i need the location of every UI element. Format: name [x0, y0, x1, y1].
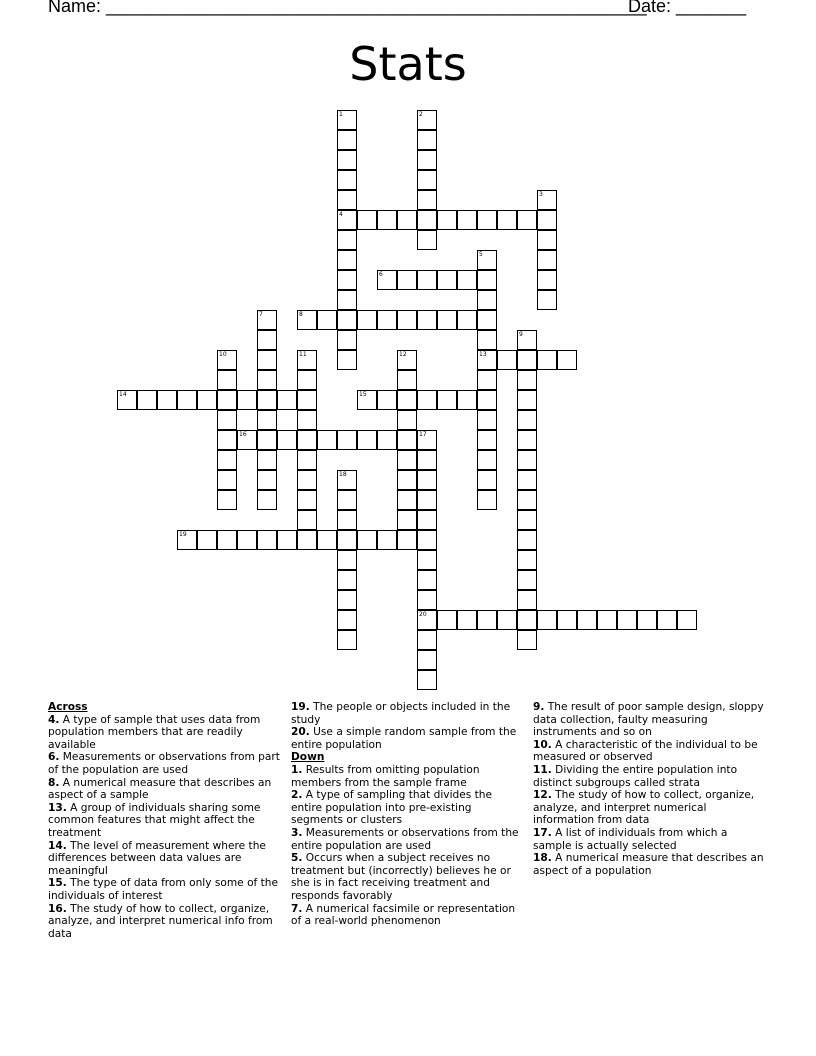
crossword-cell[interactable]	[417, 570, 437, 590]
cell-number: 7	[259, 311, 263, 318]
crossword-cell[interactable]	[477, 470, 497, 490]
clue-down-1	[291, 764, 525, 789]
crossword-cell[interactable]	[257, 410, 277, 430]
clue-column-3	[533, 701, 767, 877]
crossword-cell[interactable]	[397, 530, 417, 550]
crossword-cell[interactable]	[537, 210, 557, 230]
cell-number: 10	[219, 351, 227, 358]
crossword-cell[interactable]	[517, 350, 537, 370]
cell-number: 18	[339, 471, 347, 478]
crossword-cell[interactable]	[417, 650, 437, 670]
crossword-cell[interactable]	[517, 430, 537, 450]
clue-down-12	[533, 789, 767, 827]
crossword-cell[interactable]	[437, 610, 457, 630]
crossword-cell[interactable]	[537, 230, 557, 250]
crossword-cell[interactable]	[337, 330, 357, 350]
cell-number: 14	[119, 391, 127, 398]
clue-number: 16.	[48, 902, 67, 915]
clue-number: 2.	[291, 789, 303, 802]
crossword-cell[interactable]	[337, 150, 357, 170]
crossword-cell[interactable]	[217, 410, 237, 430]
crossword-cell[interactable]	[217, 430, 237, 450]
crossword-cell[interactable]	[517, 590, 537, 610]
clue-text: The result of poor sample design, sloppy data collection, faulty measuring instruments and so on	[533, 701, 764, 739]
clue-down-11	[533, 764, 767, 789]
crossword-cell[interactable]	[217, 390, 237, 410]
crossword-cell[interactable]	[477, 610, 497, 630]
clue-column-2	[291, 701, 525, 928]
crossword-cell[interactable]	[257, 330, 277, 350]
crossword-cell[interactable]	[417, 590, 437, 610]
crossword-cell[interactable]	[417, 110, 437, 130]
clue-across-14	[48, 840, 282, 878]
clue-text: A type of sample that uses data from population members that are readily available	[48, 713, 261, 751]
crossword-cell[interactable]	[337, 110, 357, 130]
crossword-cell[interactable]	[217, 350, 237, 370]
clue-text: Dividing the entire population into distinct subgroups called strata	[533, 763, 738, 789]
clue-text: A type of sampling that divides the entire population into pre-existing segments or clusters	[291, 789, 493, 827]
crossword-cell[interactable]	[337, 610, 357, 630]
crossword-cell[interactable]	[417, 430, 437, 450]
crossword-cell[interactable]	[357, 430, 377, 450]
crossword-cell[interactable]	[517, 510, 537, 530]
clue-down-18	[533, 852, 767, 877]
crossword-cell[interactable]	[477, 330, 497, 350]
cell-number: 16	[239, 431, 247, 438]
crossword-cell[interactable]	[417, 190, 437, 210]
crossword-cell[interactable]	[297, 470, 317, 490]
crossword-cell[interactable]	[257, 370, 277, 390]
crossword-cell[interactable]	[437, 270, 457, 290]
cell-number: 12	[399, 351, 407, 358]
clue-text: A numerical measure that describes an aspect of a sample	[48, 776, 272, 802]
crossword-cell[interactable]	[457, 270, 477, 290]
crossword-cell[interactable]	[417, 150, 437, 170]
crossword-cell[interactable]	[517, 490, 537, 510]
crossword-cell[interactable]	[217, 470, 237, 490]
crossword-cell[interactable]	[337, 290, 357, 310]
clue-number: 10.	[533, 738, 552, 751]
clue-text: A characteristic of the individual to be measured or observed	[533, 738, 758, 764]
crossword-cell[interactable]	[397, 310, 417, 330]
crossword-cell[interactable]	[537, 290, 557, 310]
clue-number: 12.	[533, 789, 552, 802]
clue-number: 20.	[291, 726, 310, 739]
clue-number: 1.	[291, 763, 303, 776]
crossword-cell[interactable]	[517, 370, 537, 390]
cell-number: 5	[479, 251, 483, 258]
crossword-cell[interactable]	[417, 610, 437, 630]
cell-number: 13	[479, 351, 487, 358]
crossword-cell[interactable]	[397, 470, 417, 490]
clue-number: 17.	[533, 826, 552, 839]
crossword-cell[interactable]	[537, 610, 557, 630]
crossword-cell[interactable]	[417, 490, 437, 510]
crossword-cell[interactable]	[437, 210, 457, 230]
crossword-cell[interactable]	[337, 630, 357, 650]
crossword-cell[interactable]	[417, 270, 437, 290]
crossword-cell[interactable]	[517, 530, 537, 550]
clue-down-17	[533, 827, 767, 852]
crossword-cell[interactable]	[397, 450, 417, 470]
crossword-cell[interactable]	[477, 390, 497, 410]
clue-text: Measurements or observations from the entire population are used	[291, 826, 519, 852]
clue-number: 7.	[291, 902, 303, 915]
crossword-cell[interactable]	[417, 230, 437, 250]
clue-number: 5.	[291, 852, 303, 865]
crossword-cell[interactable]	[357, 310, 377, 330]
crossword-cell[interactable]	[257, 470, 277, 490]
crossword-cell[interactable]	[337, 570, 357, 590]
date-field[interactable]: Date: _______	[628, 0, 747, 16]
crossword-cell[interactable]	[417, 450, 437, 470]
cell-number: 8	[299, 311, 303, 318]
crossword-cell[interactable]	[137, 390, 157, 410]
crossword-cell[interactable]	[397, 370, 417, 390]
clue-text: The type of data from only some of the individuals of interest	[48, 877, 279, 902]
crossword-cell[interactable]	[337, 230, 357, 250]
crossword-cell[interactable]	[297, 410, 317, 430]
crossword-cell[interactable]	[517, 630, 537, 650]
crossword-cell[interactable]	[537, 350, 557, 370]
crossword-cell[interactable]	[257, 390, 277, 410]
clue-across-15	[48, 877, 282, 902]
crossword-cell[interactable]	[417, 670, 437, 690]
crossword-cell[interactable]	[517, 410, 537, 430]
crossword-cell[interactable]	[297, 310, 317, 330]
crossword-cell[interactable]	[337, 590, 357, 610]
crossword-cell[interactable]	[337, 490, 357, 510]
crossword-cell[interactable]	[337, 250, 357, 270]
crossword-cell[interactable]	[337, 170, 357, 190]
page-title: Stats	[349, 37, 467, 91]
crossword-cell[interactable]	[377, 390, 397, 410]
crossword-cell[interactable]	[537, 250, 557, 270]
crossword-cell[interactable]	[557, 610, 577, 630]
crossword-cell[interactable]	[417, 550, 437, 570]
crossword-cell[interactable]	[197, 390, 217, 410]
crossword-cell[interactable]	[477, 490, 497, 510]
crossword-cell[interactable]	[337, 310, 357, 330]
crossword-cell[interactable]	[477, 370, 497, 390]
clue-text: Measurements or observations from part of the population are used	[48, 751, 280, 776]
crossword-cell[interactable]	[257, 350, 277, 370]
crossword-cell[interactable]	[357, 390, 377, 410]
crossword-cell[interactable]	[257, 450, 277, 470]
crossword-cell[interactable]	[237, 430, 257, 450]
clue-text: The level of measurement where the differences between data values are meaningful	[48, 839, 266, 877]
crossword-cell[interactable]	[377, 270, 397, 290]
crossword-cell[interactable]	[217, 490, 237, 510]
cell-number: 17	[419, 431, 427, 438]
crossword-cell[interactable]	[477, 350, 497, 370]
clue-number: 6.	[48, 751, 60, 764]
crossword-cell[interactable]	[577, 610, 597, 630]
crossword-cell[interactable]	[597, 610, 617, 630]
crossword-cell[interactable]	[337, 270, 357, 290]
clue-text: The study of how to collect, organize, analyze, and interpret numerical info from data	[48, 902, 273, 940]
crossword-cell[interactable]	[317, 430, 337, 450]
clue-number: 13.	[48, 801, 67, 814]
clue-down-3	[291, 827, 525, 852]
crossword-cell[interactable]	[417, 210, 437, 230]
crossword-cell[interactable]	[337, 350, 357, 370]
crossword-cell[interactable]	[397, 430, 417, 450]
crossword-cell[interactable]	[297, 350, 317, 370]
cell-number: 3	[539, 191, 543, 198]
down-heading: Down	[291, 751, 325, 764]
clue-across-16	[48, 903, 282, 941]
crossword-cell[interactable]	[377, 210, 397, 230]
cell-number: 11	[299, 351, 307, 358]
crossword-cell[interactable]	[297, 510, 317, 530]
crossword-cell[interactable]	[477, 410, 497, 430]
crossword-cell[interactable]	[297, 450, 317, 470]
crossword-cell[interactable]	[297, 430, 317, 450]
clue-down-10	[533, 739, 767, 764]
crossword-cell[interactable]	[477, 450, 497, 470]
crossword-cell[interactable]	[417, 510, 437, 530]
crossword-cell[interactable]	[277, 390, 297, 410]
crossword-cell[interactable]	[457, 610, 477, 630]
crossword-cell[interactable]	[417, 310, 437, 330]
crossword-cell[interactable]	[377, 430, 397, 450]
crossword-cell[interactable]	[157, 390, 177, 410]
crossword-cell[interactable]	[517, 550, 537, 570]
crossword-cell[interactable]	[317, 530, 337, 550]
crossword-cell[interactable]	[337, 430, 357, 450]
crossword-cell[interactable]	[297, 490, 317, 510]
crossword-cell[interactable]	[217, 530, 237, 550]
clue-number: 18.	[533, 852, 552, 865]
crossword-cell[interactable]	[277, 430, 297, 450]
crossword-cell[interactable]	[197, 530, 217, 550]
crossword-cell[interactable]	[437, 310, 457, 330]
crossword-cell[interactable]	[477, 250, 497, 270]
crossword-cell[interactable]	[677, 610, 697, 630]
clue-text: A numerical measure that describes an aspect of a population	[533, 852, 764, 877]
crossword-cell[interactable]	[237, 530, 257, 550]
crossword-cell[interactable]	[517, 610, 537, 630]
crossword-cell[interactable]	[617, 610, 637, 630]
crossword-cell[interactable]	[397, 410, 417, 430]
cell-number: 20	[419, 611, 427, 618]
crossword-cell[interactable]	[337, 210, 357, 230]
clue-across-6	[48, 751, 282, 776]
crossword-cell[interactable]	[357, 210, 377, 230]
crossword-cell[interactable]	[417, 130, 437, 150]
crossword-cell[interactable]	[417, 470, 437, 490]
clue-text: The people or objects included in the study	[291, 701, 511, 726]
crossword-cell[interactable]	[397, 270, 417, 290]
crossword-cell[interactable]	[457, 390, 477, 410]
crossword-cell[interactable]	[457, 310, 477, 330]
crossword-cell[interactable]	[517, 210, 537, 230]
crossword-cell[interactable]	[417, 170, 437, 190]
crossword-cell[interactable]	[117, 390, 137, 410]
crossword-cell[interactable]	[477, 310, 497, 330]
crossword-cell[interactable]	[217, 370, 237, 390]
crossword-cell[interactable]	[457, 210, 477, 230]
clue-number: 4.	[48, 713, 60, 726]
crossword-cell[interactable]	[297, 390, 317, 410]
crossword-cell[interactable]	[537, 270, 557, 290]
cell-number: 15	[359, 391, 367, 398]
crossword-cell[interactable]	[337, 190, 357, 210]
clue-text: Use a simple random sample from the entire population	[291, 726, 517, 751]
clue-number: 9.	[533, 701, 545, 713]
crossword-cell[interactable]	[497, 210, 517, 230]
crossword-cell[interactable]	[437, 390, 457, 410]
clue-column-1	[48, 701, 282, 940]
cell-number: 2	[419, 111, 423, 118]
clue-across-20	[291, 726, 525, 751]
crossword-cell[interactable]	[337, 510, 357, 530]
clue-down-2	[291, 789, 525, 827]
crossword-cell[interactable]	[397, 210, 417, 230]
clue-text: A group of individuals sharing some common features that might affect the treatment	[48, 801, 261, 839]
crossword-cell[interactable]	[477, 210, 497, 230]
crossword-cell[interactable]	[637, 610, 657, 630]
crossword-cell[interactable]	[337, 130, 357, 150]
clue-text: A numerical facsimile or representation of a real-world phenomenon	[291, 902, 516, 928]
name-field[interactable]: Name: ______________________________________________________	[48, 0, 647, 16]
crossword-cell[interactable]	[337, 530, 357, 550]
across-heading: Across	[48, 701, 88, 713]
clue-text: Results from omitting population members from the sample frame	[291, 763, 480, 789]
crossword-cell[interactable]	[297, 370, 317, 390]
crossword-cell[interactable]	[537, 190, 557, 210]
crossword-cell[interactable]	[517, 470, 537, 490]
crossword-cell[interactable]	[557, 350, 577, 370]
cell-number: 9	[519, 331, 523, 338]
clue-text: A list of individuals from which a sample is actually selected	[533, 826, 728, 852]
clue-number: 14.	[48, 839, 67, 852]
cell-number: 1	[339, 111, 343, 118]
crossword-cell[interactable]	[497, 610, 517, 630]
crossword-cell[interactable]	[257, 490, 277, 510]
crossword-cell[interactable]	[517, 390, 537, 410]
crossword-cell[interactable]	[317, 310, 337, 330]
cell-number: 19	[179, 531, 187, 538]
cell-number: 4	[339, 211, 343, 218]
crossword-cell[interactable]	[657, 610, 677, 630]
crossword-cell[interactable]	[357, 530, 377, 550]
clue-number: 11.	[533, 763, 552, 776]
crossword-cell[interactable]	[297, 530, 317, 550]
clue-across-4	[48, 714, 282, 752]
crossword-cell[interactable]	[417, 630, 437, 650]
crossword-cell[interactable]	[257, 310, 277, 330]
crossword-cell[interactable]	[377, 530, 397, 550]
crossword-cell[interactable]	[477, 290, 497, 310]
crossword-cell[interactable]	[257, 430, 277, 450]
crossword-cell[interactable]	[417, 390, 437, 410]
crossword-cell[interactable]	[257, 530, 277, 550]
crossword-cell[interactable]	[517, 330, 537, 350]
clue-down-5	[291, 852, 525, 902]
crossword-cell[interactable]	[417, 530, 437, 550]
clue-number: 3.	[291, 826, 303, 839]
crossword-cell[interactable]	[217, 450, 237, 470]
clue-down-7	[291, 903, 525, 928]
crossword-cell[interactable]	[277, 530, 297, 550]
crossword-cell[interactable]	[477, 430, 497, 450]
crossword-cell[interactable]	[177, 390, 197, 410]
crossword-cell[interactable]	[517, 570, 537, 590]
crossword-cell[interactable]	[337, 470, 357, 490]
clue-across-13	[48, 802, 282, 840]
crossword-cell[interactable]	[517, 450, 537, 470]
crossword-cell[interactable]	[497, 350, 517, 370]
crossword-cell[interactable]	[237, 390, 257, 410]
clue-text: The study of how to collect, organize, analyze, and interpret numerical information from data	[533, 789, 755, 827]
cell-number: 6	[379, 271, 383, 278]
clue-down-9	[533, 701, 767, 739]
crossword-cell[interactable]	[397, 510, 417, 530]
crossword-cell[interactable]	[477, 270, 497, 290]
crossword-cell[interactable]	[397, 390, 417, 410]
clue-number: 15.	[48, 877, 67, 890]
crossword-cell[interactable]	[177, 530, 197, 550]
crossword-cell[interactable]	[397, 350, 417, 370]
crossword-cell[interactable]	[397, 490, 417, 510]
crossword-cell[interactable]	[377, 310, 397, 330]
clue-number: 8.	[48, 776, 60, 789]
clue-across-8	[48, 777, 282, 802]
clue-number: 19.	[291, 701, 310, 713]
clue-across-19	[291, 701, 525, 726]
clue-text: Occurs when a subject receives no treatment but (incorrectly) believes he or she is in fact receiving treatment and responds favorably	[291, 852, 511, 902]
crossword-cell[interactable]	[337, 550, 357, 570]
